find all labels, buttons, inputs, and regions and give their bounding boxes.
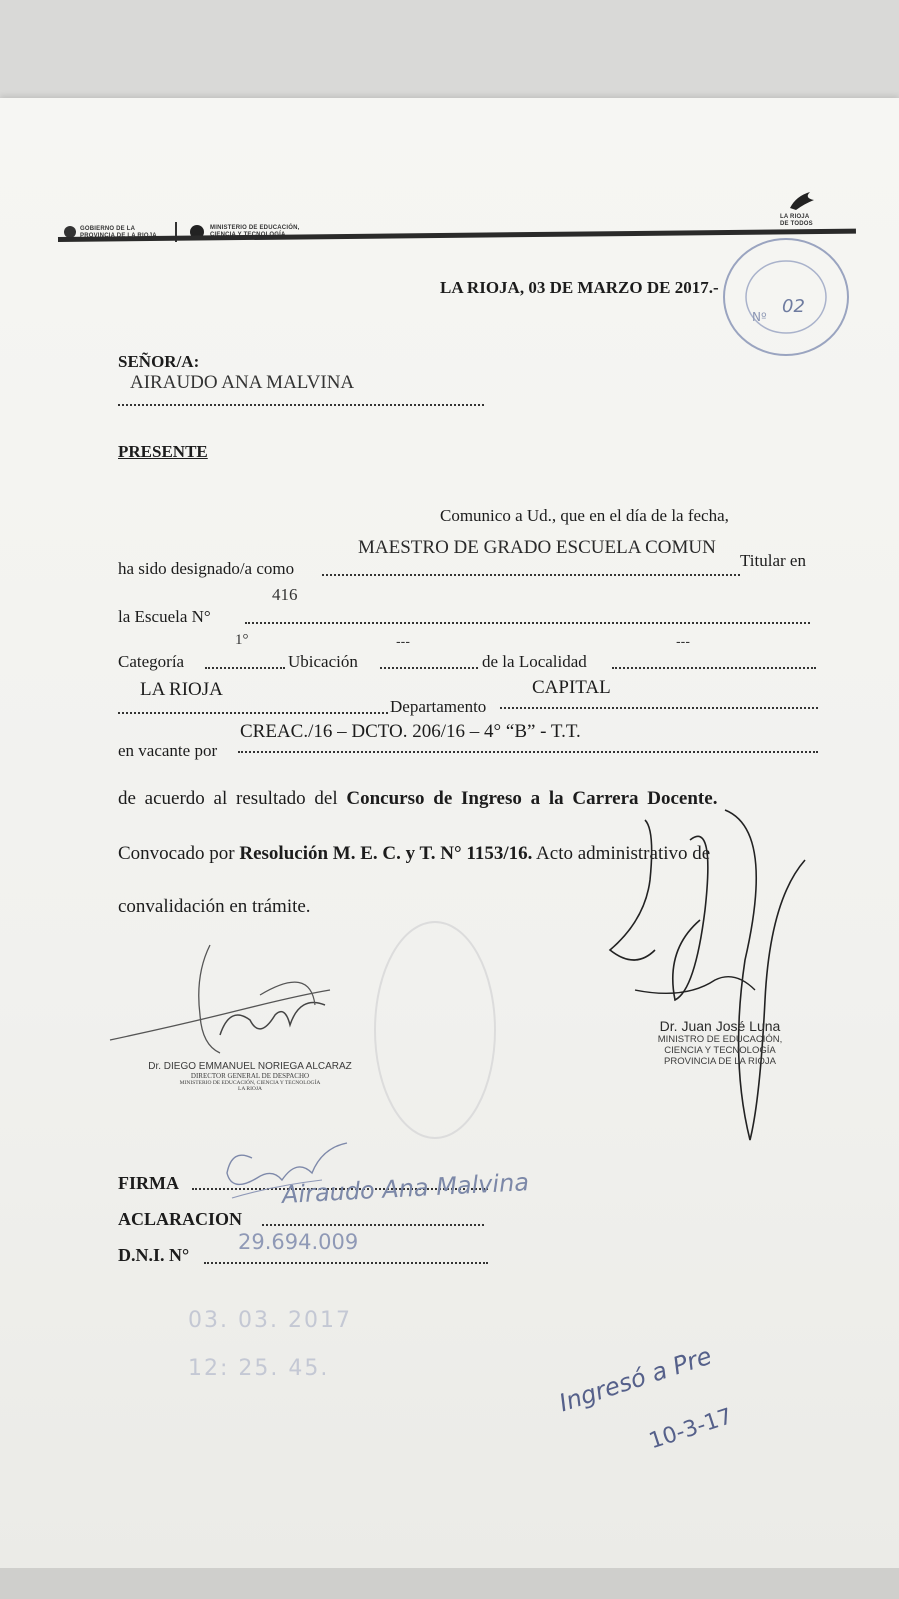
designated-prefix: ha sido designado/a como (118, 559, 295, 578)
left-signatory-title: DIRECTOR GENERAL DE DESPACHO (190, 1072, 310, 1080)
ubicacion-value: --- (396, 633, 410, 649)
paragraph-2-text-a: Convocado por (118, 843, 240, 864)
faint-seal (365, 915, 505, 1145)
position-dotted-line (322, 574, 740, 576)
category-label: Categoría (118, 652, 185, 671)
right-signature (595, 800, 810, 1150)
localidad-label: de la Localidad (482, 652, 587, 671)
paragraph-2-bold: Resolución M. E. C. y T. N° 1153/16. (239, 843, 533, 864)
departamento-label: Departamento (390, 697, 487, 716)
position-value: MAESTRO DE GRADO ESCUELA COMUN (358, 537, 716, 558)
school-dotted-line (245, 622, 810, 624)
paragraph-3: convalidación en trámite. (118, 896, 311, 917)
paragraph-2-text-c: Acto administrativo de (532, 843, 711, 864)
vacante-label: en vacante por (118, 741, 218, 760)
right-signatory-block (620, 1018, 820, 1067)
handwritten-time: 12: 25. 45. (188, 1356, 330, 1381)
page-bottom-edge (0, 1568, 899, 1599)
dni-label: D.N.I. N° (118, 1245, 190, 1265)
category-dotted-line (205, 667, 285, 669)
dni-dotted-line (204, 1262, 488, 1264)
left-signatory-place: LA RIOJA (238, 1086, 262, 1092)
paragraph-1-text: de acuerdo al resultado del (118, 788, 347, 809)
firma-label: FIRMA (118, 1173, 179, 1193)
brand-line-1: LA RIOJA (780, 214, 810, 220)
right-signatory-place: PROVINCIA DE LA RIOJA (664, 1056, 776, 1067)
handwritten-note-line-1: Ingresó a Pre (555, 1341, 715, 1418)
handwritten-note-line-2: 10-3-17 (646, 1404, 736, 1455)
brand-bird-icon (788, 188, 818, 212)
left-signatory-name: Dr. DIEGO EMMANUEL NORIEGA ALCARAZ (148, 1061, 352, 1072)
right-signatory-ministry: CIENCIA Y TECNOLOGÍA (664, 1045, 776, 1056)
handwritten-date: 03. 03. 2017 (188, 1308, 352, 1333)
intro-text: Comunico a Ud., que en el día de la fecha, (440, 506, 729, 525)
vacante-value: CREAC./16 – DCTO. 206/16 – 4° “B” - T.T. (240, 721, 581, 742)
departamento-value: CAPITAL (532, 677, 611, 698)
aclaracion-label: ACLARACION (118, 1209, 243, 1229)
localidad-dotted-line (612, 667, 816, 669)
school-number: 416 (272, 585, 298, 604)
right-signatory-title: MINISTRO DE EDUCACIÓN, (657, 1034, 783, 1045)
stamp-number: 02 (782, 296, 805, 317)
ministry-line-1: MINISTERIO DE EDUCACIÓN, (210, 225, 300, 231)
designated-suffix: Titular en (740, 551, 806, 570)
ubicacion-dotted-line (380, 667, 478, 669)
left-signatory-block (120, 1061, 380, 1092)
salutation: SEÑOR/A: (118, 352, 200, 371)
left-signature (100, 935, 340, 1065)
localidad-value: --- (676, 633, 690, 649)
dni-value: 29.694.009 (238, 1230, 359, 1254)
category-value: 1° (235, 632, 249, 648)
brand-line-2: DE TODOS (780, 221, 813, 227)
date-line: LA RIOJA, 03 DE MARZO DE 2017.- (440, 278, 719, 297)
recipient-name: AIRAUDO ANA MALVINA (130, 372, 355, 393)
city-value: LA RIOJA (140, 679, 223, 700)
right-signatory-name: Dr. Juan José Luna (659, 1018, 781, 1034)
recipient-dotted-line (118, 404, 484, 406)
vacante-dotted-line (238, 751, 818, 753)
school-label: la Escuela N° (118, 607, 211, 626)
brand-text (780, 214, 813, 228)
city-dotted-line (118, 712, 388, 714)
gov-line-1: GOBIERNO DE LA (80, 226, 136, 232)
aclaracion-value: Airaudo Ana Malvina (281, 1168, 530, 1209)
stamp-no-label: Nº (752, 310, 767, 324)
left-signatory-ministry: MINISTERIO DE EDUCACIÓN, CIENCIA Y TECNOLOGÍA (179, 1080, 321, 1086)
aclaracion-dotted-line (262, 1224, 484, 1226)
ubicacion-label: Ubicación (288, 652, 358, 671)
presente-heading: PRESENTE (118, 442, 208, 461)
departamento-dotted-line (500, 707, 818, 709)
paragraph-1-bold: Concurso de Ingreso a la Carrera Docente. (346, 788, 718, 809)
